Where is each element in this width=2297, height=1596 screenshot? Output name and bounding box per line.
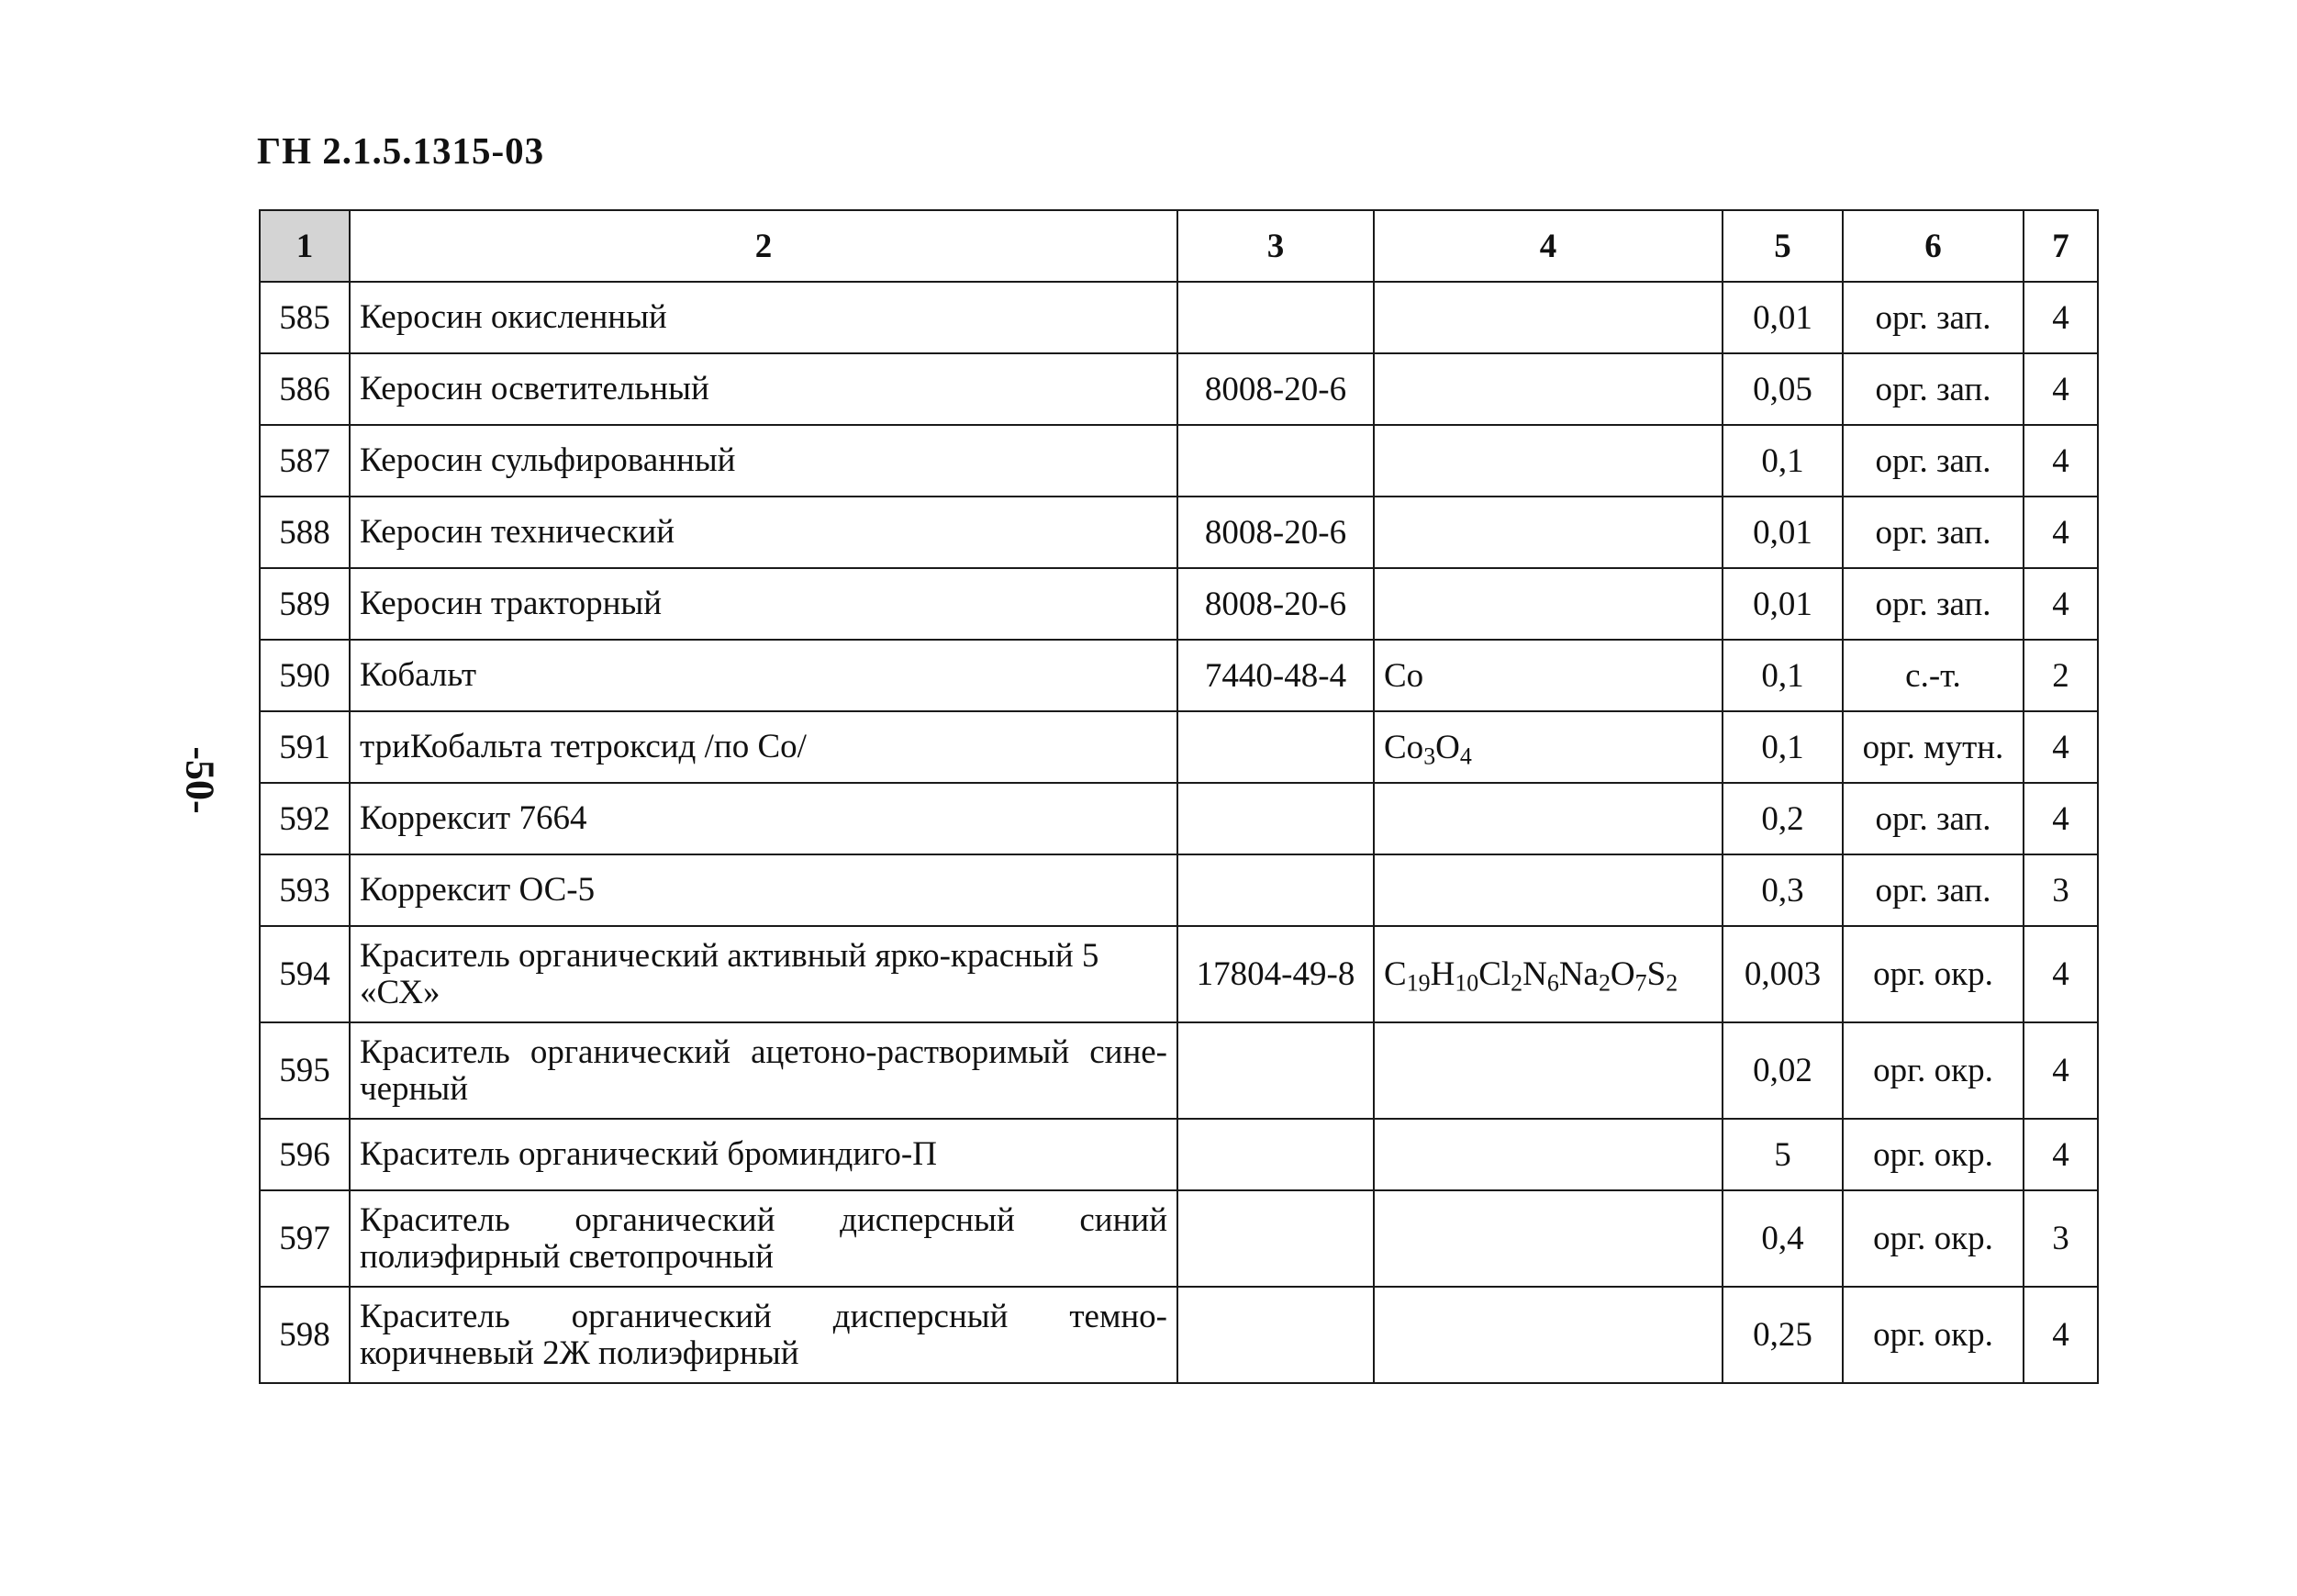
row-number: 587 [260, 425, 350, 497]
cas-number [1177, 783, 1374, 854]
table-row [260, 568, 2098, 640]
substance-name: Краситель органический дисперсный темно-коричневый 2Ж полиэфирный [350, 1287, 1177, 1383]
row-number: 595 [260, 1022, 350, 1119]
hazard-class: 4 [2024, 568, 2098, 640]
row-number: 592 [260, 783, 350, 854]
chemical-formula: $Co_3O_4$ [1374, 711, 1723, 783]
cas-number [1177, 1022, 1374, 1119]
hazard-class: 4 [2024, 1119, 2098, 1190]
cas-number [1177, 1119, 1374, 1190]
chemical-formula: $C_{19}H_{10}Cl_2N_6Na_2O_7S_2$ [1374, 926, 1723, 1022]
hazard-class: 4 [2024, 1287, 2098, 1383]
harm-sign: с.-т. [1843, 640, 2024, 711]
row-number: 598 [260, 1287, 350, 1383]
chemical-formula [1374, 1119, 1723, 1190]
table-row [260, 425, 2098, 497]
substance-name: Краситель органический активный ярко-красный 5 «СХ» [350, 926, 1177, 1022]
harm-sign: орг. зап. [1843, 282, 2024, 353]
harm-sign: орг. мутн. [1843, 711, 2024, 783]
substance-name: Керосин тракторный [350, 568, 1177, 640]
substance-name: Кобальт [350, 640, 1177, 711]
chemical-formula [1374, 425, 1723, 497]
norm-value: 0,4 [1723, 1190, 1843, 1287]
cas-number: 7440-48-4 [1177, 640, 1374, 711]
row-number: 586 [260, 353, 350, 425]
chemical-formula [1374, 497, 1723, 568]
column-header-2: 2 [350, 210, 1177, 282]
harm-sign: орг. зап. [1843, 425, 2024, 497]
harm-sign: орг. зап. [1843, 568, 2024, 640]
cas-number [1177, 854, 1374, 926]
hazard-class: 4 [2024, 1022, 2098, 1119]
cas-number: 8008-20-6 [1177, 353, 1374, 425]
hygienic-standards-table [259, 209, 2099, 1384]
chemical-formula [1374, 783, 1723, 854]
document-code: ГН 2.1.5.1315-03 [257, 129, 545, 172]
substance-name: Керосин технический [350, 497, 1177, 568]
hazard-class: 2 [2024, 640, 2098, 711]
norm-value: 0,1 [1723, 711, 1843, 783]
column-header-3: 3 [1177, 210, 1374, 282]
chemical-formula [1374, 1287, 1723, 1383]
table-row [260, 1022, 2098, 1119]
row-number: 593 [260, 854, 350, 926]
cas-number [1177, 1190, 1374, 1287]
column-header-6: 6 [1843, 210, 2024, 282]
substance-name: Коррексит 7664 [350, 783, 1177, 854]
cas-number: 8008-20-6 [1177, 497, 1374, 568]
column-header-4: 4 [1374, 210, 1723, 282]
norm-value: 0,1 [1723, 640, 1843, 711]
norm-value: 0,02 [1723, 1022, 1843, 1119]
norm-value: 0,003 [1723, 926, 1843, 1022]
hazard-class: 4 [2024, 282, 2098, 353]
substance-name: Керосин окисленный [350, 282, 1177, 353]
hazard-class: 4 [2024, 711, 2098, 783]
table-row [260, 497, 2098, 568]
norm-value: 0,05 [1723, 353, 1843, 425]
row-number: 597 [260, 1190, 350, 1287]
norm-value: 0,25 [1723, 1287, 1843, 1383]
hazard-class: 3 [2024, 1190, 2098, 1287]
norm-value: 0,01 [1723, 568, 1843, 640]
column-header-1: 1 [260, 210, 350, 282]
harm-sign: орг. зап. [1843, 783, 2024, 854]
table-row [260, 353, 2098, 425]
row-number: 594 [260, 926, 350, 1022]
harm-sign: орг. окр. [1843, 1287, 2024, 1383]
substance-name: Краситель органический броминдиго-П [350, 1119, 1177, 1190]
chemical-formula [1374, 854, 1723, 926]
cas-number [1177, 711, 1374, 783]
substance-name: Краситель органический ацетоно-растворимый сине-черный [350, 1022, 1177, 1119]
table-row [260, 282, 2098, 353]
hazard-class: 4 [2024, 353, 2098, 425]
row-number: 591 [260, 711, 350, 783]
hazard-class: 4 [2024, 425, 2098, 497]
table-header-row [260, 210, 2098, 282]
harm-sign: орг. окр. [1843, 1119, 2024, 1190]
table-row [260, 926, 2098, 1022]
harm-sign: орг. окр. [1843, 1022, 2024, 1119]
chemical-formula: Co [1374, 640, 1723, 711]
harm-sign: орг. зап. [1843, 497, 2024, 568]
table-row [260, 1119, 2098, 1190]
cas-number: 17804-49-8 [1177, 926, 1374, 1022]
table-row [260, 1190, 2098, 1287]
chemical-formula [1374, 282, 1723, 353]
norm-value: 0,01 [1723, 497, 1843, 568]
row-number: 588 [260, 497, 350, 568]
substance-name: Коррексит ОС-5 [350, 854, 1177, 926]
table-row [260, 1287, 2098, 1383]
chemical-formula [1374, 1190, 1723, 1287]
substance-name: Краситель органический дисперсный синий полиэфирный светопрочный [350, 1190, 1177, 1287]
table-row [260, 640, 2098, 711]
substance-name: Керосин сульфированный [350, 425, 1177, 497]
table-row [260, 711, 2098, 783]
substance-name: триКобальта тетроксид /по Co/ [350, 711, 1177, 783]
hazard-class: 4 [2024, 783, 2098, 854]
cas-number [1177, 1287, 1374, 1383]
row-number: 590 [260, 640, 350, 711]
row-number: 596 [260, 1119, 350, 1190]
norm-value: 0,01 [1723, 282, 1843, 353]
chemical-formula [1374, 568, 1723, 640]
cas-number [1177, 282, 1374, 353]
page-number: -50- [177, 746, 223, 814]
hazard-class: 4 [2024, 497, 2098, 568]
substance-name: Керосин осветительный [350, 353, 1177, 425]
column-header-7: 7 [2024, 210, 2098, 282]
norm-value: 0,2 [1723, 783, 1843, 854]
row-number: 585 [260, 282, 350, 353]
chemical-formula [1374, 353, 1723, 425]
table-row [260, 854, 2098, 926]
harm-sign: орг. зап. [1843, 353, 2024, 425]
harm-sign: орг. окр. [1843, 926, 2024, 1022]
hazard-class: 3 [2024, 854, 2098, 926]
norm-value: 5 [1723, 1119, 1843, 1190]
table-row [260, 783, 2098, 854]
column-header-5: 5 [1723, 210, 1843, 282]
cas-number [1177, 425, 1374, 497]
row-number: 589 [260, 568, 350, 640]
harm-sign: орг. окр. [1843, 1190, 2024, 1287]
chemical-formula [1374, 1022, 1723, 1119]
harm-sign: орг. зап. [1843, 854, 2024, 926]
norm-value: 0,3 [1723, 854, 1843, 926]
hazard-class: 4 [2024, 926, 2098, 1022]
cas-number: 8008-20-6 [1177, 568, 1374, 640]
norm-value: 0,1 [1723, 425, 1843, 497]
